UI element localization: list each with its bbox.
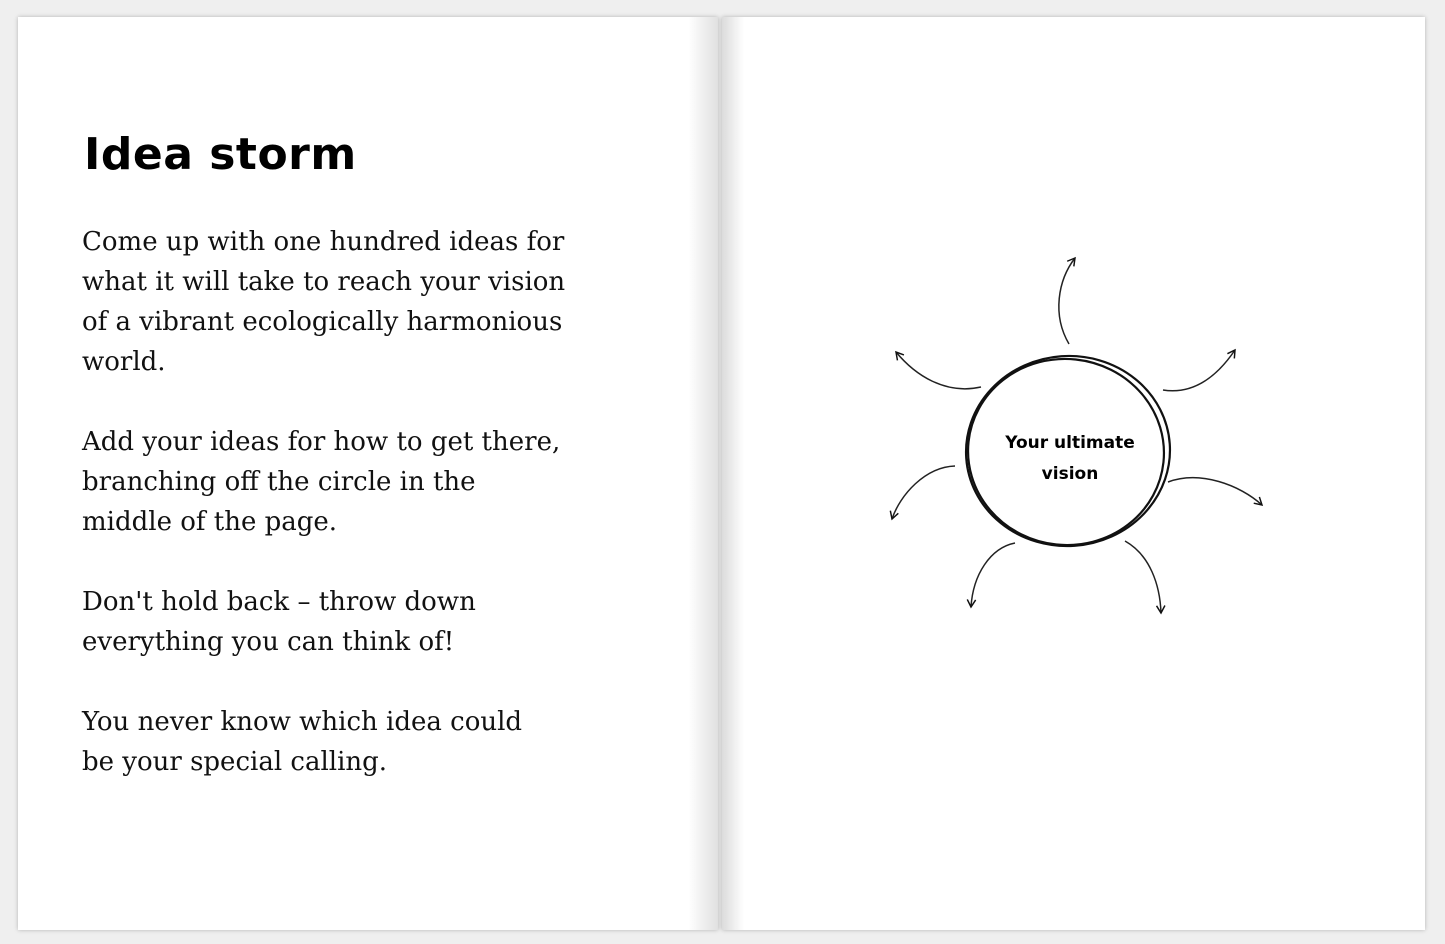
- branch-arrow: [1059, 258, 1075, 344]
- page-gutter-shadow: [688, 17, 718, 930]
- right-page: [722, 17, 1425, 930]
- branch-arrow: [1163, 350, 1235, 391]
- instructions-text: [82, 222, 602, 822]
- branch-arrow: [892, 466, 955, 519]
- left-page: [18, 17, 718, 930]
- paragraph: You never know which idea could be your special calling.: [82, 707, 523, 777]
- paragraph: Don't hold back – throw down everything you can think of!: [82, 587, 476, 657]
- vision-label: vision: [1041, 464, 1099, 484]
- branch-arrow: [1125, 541, 1161, 613]
- branch-arrow: [1168, 478, 1262, 505]
- paragraph: Come up with one hundred ideas for what it will take to reach your vision of a vibrant ecologically harmonious world.: [82, 227, 566, 377]
- page-title: Idea storm: [84, 129, 357, 180]
- branch-arrow: [971, 543, 1015, 607]
- vision-label: Your ultimate: [1005, 433, 1135, 453]
- paragraph: Add your ideas for how to get there, branching off the circle in the middle of the page.: [82, 427, 561, 537]
- branch-arrow: [896, 352, 981, 389]
- idea-storm-diagram: [722, 17, 1425, 930]
